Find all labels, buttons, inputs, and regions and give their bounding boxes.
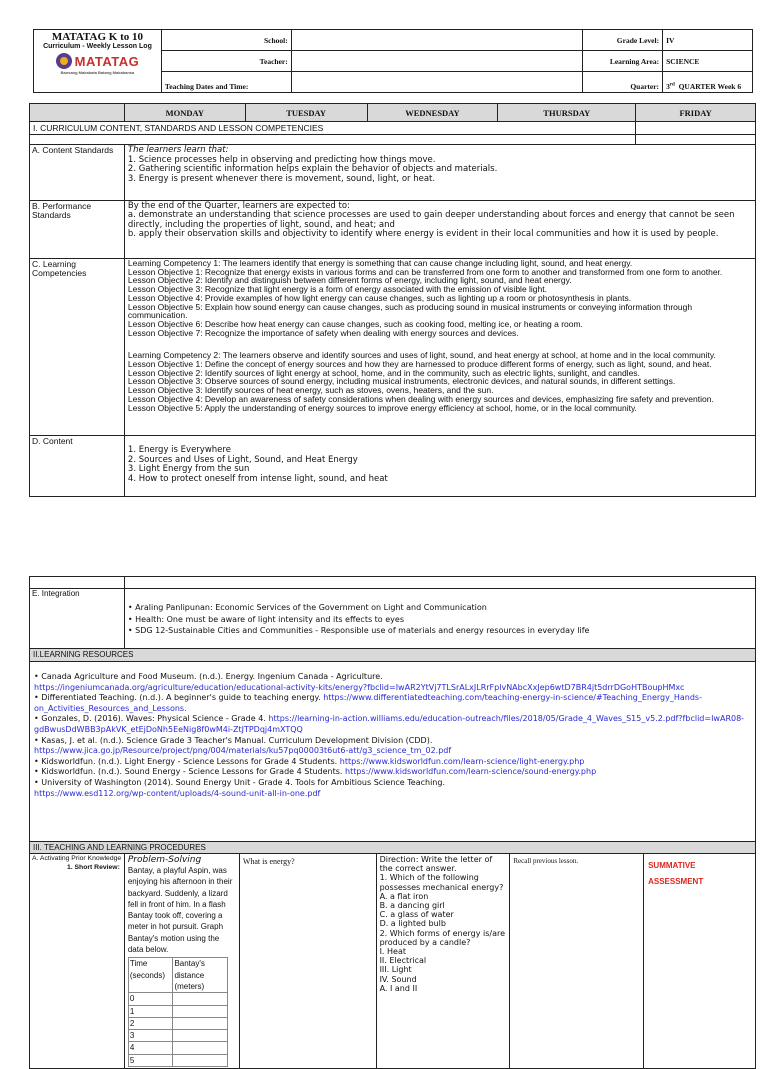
content-standard-item: 3. Energy is present whenever there is movement, sound, light, or heat. <box>127 173 436 184</box>
curriculum-table <box>29 103 756 497</box>
lesson-log-header <box>33 29 753 93</box>
mini-cell[interactable] <box>173 993 227 1005</box>
competency-line: Lesson Objective 2: Identify sources of light energy at school, home, and in the community, such as electric lights, sunlight, and candles. <box>127 367 640 378</box>
resource-link[interactable]: https://www.kidsworldfun.com/learn-science/light-energy.php <box>339 756 585 766</box>
short-review-label: 1. Short Review: <box>66 863 120 871</box>
quiz-line: C. a glass of water <box>379 910 454 920</box>
section-1-blank <box>636 122 756 135</box>
content-row <box>30 436 756 497</box>
quarter-value[interactable] <box>663 72 753 93</box>
blank-top-label <box>30 577 125 589</box>
competency-line: Lesson Objective 4: Develop an awareness of safety considerations when dealing with energy sources and devices, emphasizing fire safety and prevention. <box>127 393 714 404</box>
mini-cell[interactable] <box>173 1005 227 1017</box>
quiz-line: II. Electrical <box>379 956 427 966</box>
resource-text: • Gonzales, D. (2016). Waves: Physical Science - Grade 4. <box>34 714 266 724</box>
mini-cell[interactable] <box>173 1030 227 1042</box>
day-wednesday: WEDNESDAY <box>367 104 498 122</box>
resource-link[interactable]: https://www.differentiatedteaching.com/teaching-energy-in-science/#Teaching_Energy_Hands-on_Activities_Resources_and_Lessons. <box>34 693 702 713</box>
resource-text: • Differentiated Teaching. (n.d.). A beginner's guide to teaching energy. <box>34 693 321 703</box>
mini-cell[interactable] <box>173 1042 227 1054</box>
resource-text: • Kidsworldfun. (n.d.). Sound Energy - Science Lessons for Grade 4 Students. <box>34 767 343 777</box>
teaching-dates-value[interactable] <box>291 72 582 93</box>
resource-link[interactable]: https://ingeniumcanada.org/agriculture/education/educational-activity-kits/energy?fbclid=IwAR2YtVj7TLSrALxJLRrFplvNAbcXxJep6wtD7BR4jt5drrDGoHTBoupHMxc <box>34 682 685 692</box>
integration-item: • Health: One must be aware of light intensity and its effects to eyes <box>127 614 404 624</box>
content-standard-item: 1. Science processes help in observing and predicting how things move. <box>127 154 436 165</box>
day-tuesday: TUESDAY <box>245 104 367 122</box>
resources-row <box>30 662 756 842</box>
monday-activity-title: Problem-Solving <box>127 855 202 865</box>
mini-cell: 1 <box>128 1005 173 1017</box>
teacher-value[interactable] <box>291 51 582 72</box>
mini-cell: 3 <box>128 1030 173 1042</box>
teacher-label: Teacher: <box>161 51 291 72</box>
logo-tagline: Bansang Makabata Batang Makabansa <box>60 70 135 75</box>
performance-standards-text <box>124 201 755 259</box>
competency-line: Lesson Objective 1: Recognize that energy exists in various forms and can be transferred from one form to another and transformed from one form to another. <box>127 266 723 277</box>
competency-line: Learning Competency 1: The learners identify that energy is something that can cause change including light, sound, and heat energy. <box>127 258 633 268</box>
content-standards-label: A. Content Standards <box>30 145 125 201</box>
competency-line: Lesson Objective 3: Recognize that light energy is a form of energy associated with the emission of visible light. <box>127 284 547 295</box>
grade-level-label: Grade Level: <box>583 30 663 51</box>
activating-label: A. Activating Prior Knowledge <box>32 855 122 862</box>
section-1-row <box>30 122 756 135</box>
day-friday: FRIDAY <box>636 104 756 122</box>
friday-summative-assessment: SUMMATIVE ASSESSMENT <box>644 854 756 1069</box>
competency-line: Lesson Objective 7: Recognize the importance of safety when dealing with energy sources and devices. <box>127 327 519 338</box>
logo-word: MATATAG <box>74 53 140 69</box>
thursday-activity: Recall previous lesson. <box>510 854 644 1069</box>
spacer-cell-friday <box>636 135 756 145</box>
resource-link[interactable]: https://www.jica.go.jp/Resource/project/png/004/materials/ku57pq00003t6ut6-att/g3_science_tm_02.pdf <box>34 746 452 756</box>
motion-data-table <box>128 957 228 1067</box>
competency-line: Lesson Objective 6: Describe how heat energy can cause changes, such as cooking food, melting ice, or heating a room. <box>127 318 583 329</box>
integration-text <box>124 589 755 649</box>
section-2-row <box>30 649 756 662</box>
spacer-row <box>30 135 756 145</box>
learning-area-label: Learning Area: <box>583 51 663 72</box>
section-1-title: I. CURRICULUM CONTENT, STANDARDS AND LESSON COMPETENCIES <box>30 122 636 135</box>
content-item: 1. Energy is Everywhere <box>127 445 231 455</box>
learning-competencies-label: C. Learning Competencies <box>30 259 125 436</box>
content-standards-row <box>30 145 756 201</box>
content-item: 2. Sources and Uses of Light, Sound, and Heat Energy <box>127 454 358 465</box>
mini-cell: 2 <box>128 1017 173 1029</box>
learning-area-value[interactable]: SCIENCE <box>663 51 753 72</box>
content-item: 3. Light Energy from the sun <box>127 464 250 475</box>
resource-text: • University of Washington (2014). Sound Energy Unit - Grade 4. Tools for Ambitious Science Teaching. <box>34 777 445 787</box>
competency-line: Lesson Objective 5: Apply the understanding of energy sources to improve energy efficiency at school, home, or in the local community. <box>127 402 637 413</box>
integration-item: • SDG 12-Sustainable Cities and Communities - Responsible use of materials and energy resources in everyday life <box>127 626 590 636</box>
weekday-header-blank <box>30 104 125 122</box>
integration-row <box>30 589 756 649</box>
competency-spacer <box>128 337 752 351</box>
competency-line: Lesson Objective 1: Define the concept of energy sources and how they are harnessed to produce different forms of energy, such as light, sound, and heat. <box>127 359 712 370</box>
mini-cell[interactable] <box>173 1054 227 1066</box>
integration-item: • Araling Panlipunan: Economic Services of the Government on Light and Communication <box>127 603 487 612</box>
learning-competencies-text <box>124 259 755 436</box>
section-2-title: II.LEARNING RESOURCES <box>30 649 756 662</box>
integration-label: E. Integration <box>30 589 125 649</box>
quiz-line: D. a lighted bulb <box>379 919 446 929</box>
quiz-line: III. Light <box>379 965 412 975</box>
school-value[interactable] <box>291 30 582 51</box>
competency-line: Lesson Objective 4: Provide examples of how light energy can cause changes, such as lighting up a room or photosynthesis in plants. <box>127 292 632 303</box>
day-monday: MONDAY <box>124 104 245 122</box>
resources-list <box>30 662 756 842</box>
quiz-line: IV. Sound <box>379 974 417 984</box>
content-standards-text <box>124 145 755 201</box>
resource-text: • Kasas, J. et al. (n.d.). Science Grade 3 Teacher's Manual. Curriculum Development Division (CDD). <box>34 735 433 745</box>
mini-cell: 0 <box>128 993 173 1005</box>
monday-activity <box>124 854 239 1069</box>
blank-top-cell <box>124 577 755 589</box>
logo-subtitle: Curriculum - Weekly Lesson Log <box>43 43 152 50</box>
resources-procedures-table <box>29 576 756 1069</box>
mini-cell: 5 <box>128 1054 173 1066</box>
blank-top-row <box>30 577 756 589</box>
quiz-line: B. a dancing girl <box>379 901 445 911</box>
performance-standards-row <box>30 201 756 259</box>
quiz-line: Direction: Write the letter of the correct answer. <box>379 855 493 874</box>
competency-line: Lesson Objective 5: Explain how sound energy can cause changes, such as producing sound in musical instruments or conveying information through communication. <box>127 301 693 321</box>
quarter-week: QUARTER Week 6 <box>678 82 742 91</box>
performance-standard-item: By the end of the Quarter, learners are expected to: <box>127 201 350 211</box>
competency-line: Lesson Objective 3: Observe sources of sound energy, including musical instruments, electronic devices, and natural sounds, in different settings. <box>127 376 676 387</box>
content-label: D. Content <box>30 436 125 497</box>
school-label: School: <box>161 30 291 51</box>
quarter-label: Quarter: <box>583 72 663 93</box>
logo-block <box>34 30 162 93</box>
mini-cell[interactable] <box>173 1017 227 1029</box>
quiz-line: A. I and II <box>379 983 418 993</box>
activating-prior-knowledge-label <box>30 854 125 1069</box>
content-standards-intro: The learners learn that: <box>127 145 229 155</box>
monday-activity-text: Bantay, a playful Aspin, was enjoying his afternoon in their backyard. Suddenly, a lizard fell in front of him. In a flash Bantay took off, covering a meter in hot pursuit. Graph Bantay's motion using the data below. <box>127 866 233 955</box>
competency-line: Lesson Objective 3: Identify sources of heat energy, such as stoves, ovens, heaters, and the sun. <box>127 385 494 396</box>
logo-title: MATATAG K to 10 <box>51 31 144 43</box>
performance-standards-label: B. Performance Standards <box>30 201 125 259</box>
mini-cell: 4 <box>128 1042 173 1054</box>
competency-line: Learning Competency 2: The learners observe and identify sources and uses of light, sound, and heat energy at school, at home and in the local community. <box>127 350 716 361</box>
matatag-logo <box>37 53 158 69</box>
section-3-title: III. TEACHING AND LEARNING PROCEDURES <box>30 842 756 854</box>
weekday-header-row <box>30 104 756 122</box>
resource-link[interactable]: https://learning-in-action.williams.edu/education-outreach/files/2018/05/Grade_4_Waves_S15_v5.2.pdf?fbclid=IwAR08-gdBwusDdWBB3pAkVK_etEjDoNh5EeNig8f0wM4i-ZtJTPDqj4mXTQQ <box>34 714 745 734</box>
teaching-dates-label: Teaching Dates and Time: <box>161 72 291 93</box>
matatag-emblem-icon <box>56 53 72 69</box>
performance-standard-item: a. demonstrate an understanding that science processes are used to gain deeper understanding about forces and energy that cannot be seen directly, including the properties of light, sound, and heat; and <box>127 210 735 230</box>
performance-standard-item: b. apply their observation skills and objectivity to identify where energy is evident in their local communities and how it is used by people. <box>127 229 719 240</box>
resource-link[interactable]: https://www.esd112.org/wp-content/uploads/4-sound-unit-all-in-one.pdf <box>34 788 321 798</box>
competency-line: Lesson Objective 2: Identify and distinguish between different forms of energy, including light, sound, and heat energy. <box>127 275 572 286</box>
content-standard-item: 2. Gathering scientific information helps explain the behavior of objects and materials. <box>127 164 498 175</box>
section-3-row <box>30 842 756 854</box>
learning-competencies-row <box>30 259 756 436</box>
spacer-cell <box>30 135 636 145</box>
resource-text: • Canada Agriculture and Food Museum. (n.d.). Energy. Ingenium Canada - Agriculture. <box>34 672 383 681</box>
quarter-number: 3 <box>666 82 670 91</box>
tuesday-activity: What is energy? <box>239 854 376 1069</box>
resource-text: • Kidsworldfun. (n.d.). Light Energy - Science Lessons for Grade 4 Students. <box>34 756 338 766</box>
quiz-line: 1. Which of the following possesses mechanical energy? A. a flat iron <box>379 873 504 901</box>
mini-header-distance: Bantay's distance (meters) <box>173 958 227 993</box>
quiz-line: 2. Which forms of energy is/are produced by a candle? <box>379 928 506 947</box>
content-text <box>124 436 755 497</box>
wednesday-activity <box>376 854 510 1069</box>
mini-header-time: Time (seconds) <box>128 958 173 993</box>
short-review-row <box>30 854 756 1069</box>
grade-level-value[interactable]: IV <box>663 30 753 51</box>
quiz-line: I. Heat <box>379 947 406 957</box>
resource-link[interactable]: https://www.kidsworldfun.com/learn-science/sound-energy.php <box>345 767 597 777</box>
quarter-suffix: rd <box>669 82 675 88</box>
day-thursday: THURSDAY <box>498 104 636 122</box>
content-item: 4. How to protect oneself from intense light, sound, and heat <box>127 473 388 484</box>
